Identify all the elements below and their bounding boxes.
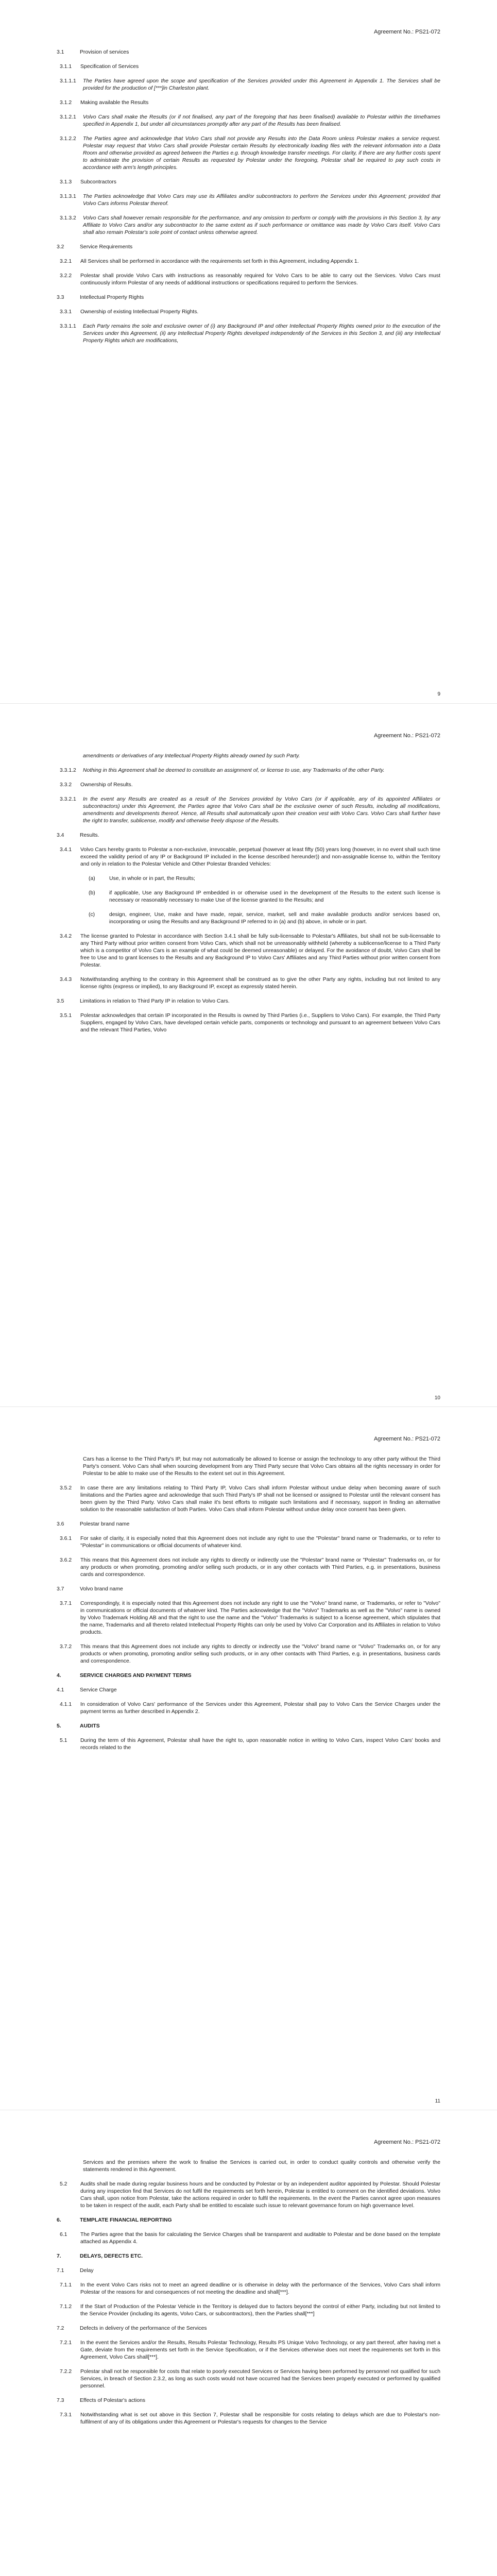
- clause: [60, 2181, 440, 2210]
- clause-text: Nothing in this Agreement shall be deemed to constitute an assignment of, or license to use, any Trademarks of the other Party.: [83, 768, 385, 773]
- clause: [89, 911, 440, 926]
- clause: [60, 767, 440, 774]
- clause: [60, 99, 440, 107]
- clause: [89, 875, 440, 883]
- clause: [57, 2397, 440, 2404]
- clause: [57, 2267, 440, 2275]
- clause-text: Making available the Results: [80, 100, 149, 106]
- clause: [60, 933, 440, 969]
- clause-number: (a): [89, 876, 95, 882]
- agreement-number-header: Agreement No.: PS21-072: [373, 1436, 440, 1442]
- clause-text: Service Requirements: [80, 244, 133, 250]
- clause: [60, 782, 440, 789]
- clause-text: Subcontractors: [80, 179, 116, 185]
- clause: [60, 215, 440, 236]
- clause: [57, 1521, 440, 1528]
- clause-number: 3.1.3: [60, 179, 72, 185]
- clause-number: 7.1.1: [60, 2282, 72, 2288]
- clause: [60, 846, 440, 868]
- document-page: [0, 0, 497, 703]
- clause: [57, 2217, 440, 2224]
- clause-number: 5.2: [60, 2181, 67, 2187]
- clause: [60, 1485, 440, 1514]
- clause-number: 7.2.2: [60, 2369, 72, 2375]
- clause-text: Limitations in relation to Third Party IP in relation to Volvo Cars.: [80, 998, 230, 1004]
- clause-number: 3.1.1.1: [60, 78, 76, 84]
- clause-text: In the event any Results are created as a result of the Services provided by Volvo Cars (or if applicable, any of its appointed Affiliates or subcontractors) under this Agreement, the Parties agree that Volvo Cars shall be the exclusive owner of such Results, including all modifications, amendments and developments thereof. Hence, all Results shall automatically upon their creation vest with Volvo Cars. Volvo Cars shall further have the right to transfer, sublicense, modify and otherwise freely dispose of the Results.: [83, 796, 440, 824]
- clause-text: The Parties have agreed upon the scope and specification of the Services provided under this Agreement in Appendix 1. The Services shall be provided for the production of [***]in Charleston plant.: [83, 78, 440, 91]
- clause: [60, 179, 440, 186]
- clause: [57, 49, 440, 56]
- page-content: [57, 749, 440, 1034]
- clause-text: DELAYS, DEFECTS ETC.: [80, 2253, 143, 2259]
- clause: [57, 1723, 440, 1730]
- clause-number: 3.3.1.2: [60, 768, 76, 773]
- clause-text: Each Party remains the sole and exclusive owner of (i) any Background IP and other Intellectual Property Rights owned prior to the execution of the Services under this Agreement, (ii) any Intellectual Property Rights developed independently of the Services in this Section 3, and (iii) any Intellectual Property Rights which are modifications,: [83, 324, 440, 344]
- clause-number: 3.1.1: [60, 64, 72, 70]
- clause-number: 3.1.3.2: [60, 215, 76, 221]
- clause-text: Polestar acknowledges that certain IP incorporated in the Results is owned by Third Parties (i.e., Suppliers to Volvo Cars). For example, the Third Party Suppliers, engaged by Volvo Cars, have developed certain vehicle parts, components or technology and pursuant to an agreement between Volvo Cars and the relevant Third Parties, Volvo: [80, 1013, 440, 1033]
- clause-text: If the Start of Production of the Polestar Vehicle in the Territory is delayed due to factors beyond the control of either Party, including but not limited to the Service Provider (including its agents, Volvo Cars, or subcontractors), then the Parties shall[***]: [80, 2304, 440, 2317]
- clause-number: 3.6: [57, 1521, 64, 1527]
- clause: [60, 135, 440, 172]
- clause: [60, 1535, 440, 1550]
- clause: [60, 78, 440, 92]
- clause: [60, 796, 440, 825]
- document-page: [0, 703, 497, 1407]
- clause-number: 7.3.1: [60, 2412, 72, 2418]
- clause-text: Results.: [80, 833, 99, 838]
- clause-number: 3.1.2.1: [60, 114, 76, 120]
- clause-text: Correspondingly, it is especially noted that this Agreement does not include any right to use the "Volvo" brand name, or Trademarks, or refer to "Volvo" in communications or official documents of whatever kind. The Parties acknowledge that the "Volvo" Trademarks as well as the "Volvo" name is owned by Volvo Trademark Holding AB and that the right to use the name and the "Volvo" Trademarks is subject to a license agreement, which stipulates that the name, Trademarks and all thereto related Intellectual Property Rights can only be used by Volvo Car Corporation and its Affiliates in relation to Volvo products.: [80, 1601, 440, 1635]
- clause-text: Defects in delivery of the performance of the Services: [80, 2326, 207, 2331]
- clause-text: The license granted to Polestar in accordance with Section 3.4.1 shall be fully sub-licensable to Polestar's Affiliates, but shall not be sub-licensable to any Third Party without prior written consent from Volvo Cars, which shall not be unreasonably withheld (whereby a sublicense/license to a Third Party which is a competitor of Volvo Cars is an example of what could be deemed unreasonable) or delayed. For the avoidance of doubt, Volvo Cars shall be free to Use and to grant licenses to the Results and any Background IP to Volvo Cars' Affiliates and any Third Parties without prior written consent from Polestar.: [80, 934, 440, 968]
- clause-number: 3.7: [57, 1586, 64, 1592]
- clause-number: 3.7.1: [60, 1601, 72, 1606]
- clause-number: 3.1.2.2: [60, 136, 76, 142]
- clause: [60, 2340, 440, 2361]
- clause: [89, 890, 440, 904]
- clause-number: 5.1: [60, 1738, 67, 1743]
- clause-text: Notwithstanding anything to the contrary in this Agreement shall be construed as to give the other Party any rights, including but not limited to any license rights (express or implied), to any Background IP, except as expressly stated herein.: [80, 977, 440, 990]
- clause-text: This means that this Agreement does not include any rights to directly or indirectly use the "Volvo" brand name or "Volvo" Trademarks on, or for any products or when promoting, promoting and/or selling such products, or in any other contacts with Third Parties, e.g. in presentations, business cards and correspondence.: [80, 1644, 440, 1664]
- clause: [57, 2325, 440, 2332]
- clause-text: SERVICE CHARGES AND PAYMENT TERMS: [80, 1673, 192, 1679]
- clause: [60, 63, 440, 71]
- clause-number: 3.1.2: [60, 100, 72, 106]
- clause-number: 7.1: [57, 2268, 64, 2274]
- clause-number: 3.6.2: [60, 1557, 72, 1563]
- clause: [60, 1557, 440, 1579]
- clause: [60, 2412, 440, 2426]
- clause: [57, 998, 440, 1005]
- clause-text: All Services shall be performed in accordance with the requirements set forth in this Agreement, including Appendix 1.: [80, 259, 359, 264]
- clause-text: This means that this Agreement does not include any rights to directly or indirectly use the "Polestar" brand name or "Polestar" Trademarks on, or for any products or when promoting, promoting and/or selling such products, or in any other contacts with Third Parties, e.g. in presentations, business cards and correspondence.: [80, 1557, 440, 1578]
- clause-text: The Parties acknowledge that Volvo Cars may use its Affiliates and/or subcontractors to perform the Services under this Agreement; provided that Volvo Cars informs Polestar thereof.: [83, 194, 440, 207]
- clause-text: Specification of Services: [80, 64, 139, 70]
- clause: [60, 2368, 440, 2390]
- clause-text: Volvo Cars shall however remain responsible for the performance, and any omission to perform or comply with the provisions in this Section 3, by any Affiliate to Volvo Cars and/or any subcontractor to the same extent as if such performance or omittance was made by Volvo Cars itself. Volvo Cars shall also remain Polestar's sole point of contact unless otherwise agreed.: [83, 215, 440, 235]
- clause-number: 4.1.1: [60, 1702, 72, 1707]
- clause: [57, 244, 440, 251]
- clause: [60, 114, 440, 128]
- clause-number: 6.1: [60, 2232, 67, 2238]
- clause-text: In case there are any limitations relating to Third Party IP, Volvo Cars shall inform Polestar without undue delay when becoming aware of such limitations and the Parties agree and acknowledge that such Third Party's IP shall not be licensed or assigned to Polestar until the relevant consent has been given by the Third Party. Volvo Cars shall make it's best efforts to mitigate such limitations and if necessary, support in finding an alternative solution to the reasonable satisfaction of both Parties. Volvo Cars shall inform Polestar without undue delay once consent has been given.: [80, 1485, 440, 1513]
- clause: [60, 2303, 440, 2318]
- clause: [57, 2253, 440, 2260]
- clause: [57, 832, 440, 839]
- agreement-number-header: Agreement No.: PS21-072: [373, 2139, 440, 2145]
- clause-number: 3.5: [57, 998, 64, 1004]
- clause-number: 3.5.1: [60, 1013, 72, 1019]
- clause-number: 7.3: [57, 2398, 64, 2403]
- clause-text: Service Charge: [80, 1687, 117, 1693]
- continued-paragraph: amendments or derivatives of any Intellectual Property Rights already owned by such Party.: [83, 753, 300, 759]
- clause-text: The Parties agree and acknowledge that Volvo Cars shall not provide any Results into the Data Room unless Polestar makes a service request. Polestar may request that Volvo Cars shall provide Polestar certain Results by electronically loading files with the relevant information into a Data Room and otherwise provided as agreed between the Parties e.g. through knowledge transfer meetings. For clarity, if there are any further costs spent to administrate the provision of certain Results as requested by Polestar under the foregoing, Polestar shall be required to pay such costs in accordance with arm's length principles.: [83, 136, 440, 171]
- clause-number: 3.5.2: [60, 1485, 72, 1491]
- clause-number: 3.3: [57, 295, 64, 300]
- clause-number: 7.: [57, 2253, 61, 2259]
- clause-text: In the event the Services and/or the Results, Results Polestar Technology, Results PS Unique Volvo Technology, or any part thereof, after having met a Gate, deviate from the requirements set forth in the Service Specification, or if the Services otherwise does not meet the requirements set forth in this Agreement, Volvo Cars shall[***].: [80, 2340, 440, 2360]
- clause: [60, 1701, 440, 1716]
- clause-number: 3.4.2: [60, 934, 72, 939]
- clause: [60, 1012, 440, 1034]
- clause-text: Ownership of existing Intellectual Property Rights.: [80, 309, 199, 315]
- clause-text: AUDITS: [80, 1723, 100, 1729]
- clause: [60, 273, 440, 287]
- clause-text: Polestar shall not be responsible for costs that relate to poorly executed Services or Services having been performed by personnel not qualified for such Services, in breach of Section 2.3.2, as long as such costs would not have occurred had the Services been properly executed or performed by qualified personnel.: [80, 2369, 440, 2389]
- clause-number: 3.3.1: [60, 309, 72, 315]
- clause-text: if applicable, Use any Background IP embedded in or otherwise used in the development of the Results to the extent such license is necessary or reasonably necessary to make Use of the license granted to the Results; and: [109, 890, 440, 903]
- clause-number: 3.4: [57, 833, 64, 838]
- clause-number: 6.: [57, 2217, 61, 2223]
- clause-text: During the term of this Agreement, Polestar shall have the right to, upon reasonable notice in writing to Volvo Cars, inspect Volvo Cars' books and records related to the: [80, 1738, 440, 1751]
- clause-text: Notwithstanding what is set out above in this Section 7, Polestar shall be responsible for costs relating to delays which are due to Polestar's non-fulfilment of any of its obligations under this Agreement or Polestar's requests for changes to the Service: [80, 2412, 440, 2425]
- clause-number: 3.4.3: [60, 977, 72, 982]
- clause-text: TEMPLATE FINANCIAL REPORTING: [80, 2217, 172, 2223]
- clause-text: In consideration of Volvo Cars' performance of the Services under this Agreement, Polestar shall pay to Volvo Cars the Service Charges under the payment terms as further described in Appendix 2.: [80, 1702, 440, 1715]
- page-content: [57, 2156, 440, 2426]
- page-number: 10: [434, 1395, 440, 1401]
- clause-number: 4.1: [57, 1687, 64, 1693]
- clause-number: 3.3.1.1: [60, 324, 76, 329]
- page-number: 9: [437, 691, 440, 697]
- clause-number: 7.1.2: [60, 2304, 72, 2310]
- page-content: [57, 45, 440, 345]
- page-content: [57, 1452, 440, 1752]
- clause: [57, 1586, 440, 1593]
- clause-text: Intellectual Property Rights: [80, 295, 144, 300]
- document-page: [0, 1406, 497, 2110]
- clause-text: Volvo brand name: [80, 1586, 123, 1592]
- clause-number: 3.1.3.1: [60, 194, 76, 199]
- clause-number: 7.2: [57, 2326, 64, 2331]
- agreement-number-header: Agreement No.: PS21-072: [373, 29, 440, 35]
- clause-number: 3.4.1: [60, 847, 72, 853]
- clause-text: Volvo Cars hereby grants to Polestar a non-exclusive, irrevocable, perpetual (however at least fifty (50) years long (however, in no event shall such time exceed the validity period of any IP or Background IP included in the license described hereunder)) and non-assignable license to, within the Territory and only in relation to the Polestar Vehicle and Other Polestar Branded Vehicles:: [80, 847, 440, 867]
- clause: [57, 1687, 440, 1694]
- clause-number: 3.3.2: [60, 782, 72, 788]
- clause-text: For sake of clarity, it is especially noted that this Agreement does not include any right to use the "Polestar" brand name or Trademarks, or to refer to "Polestar" in communications or official documents of whatever kind.: [80, 1536, 440, 1549]
- document-page: [0, 2110, 497, 2576]
- clause-text: Polestar brand name: [80, 1521, 130, 1527]
- clause: [60, 1600, 440, 1636]
- continued-paragraph: Services and the premises where the work to finalise the Services is carried out, in order to conduct quality controls and otherwise verify the statements rendered in this Agreement.: [83, 2160, 440, 2173]
- clause-number: (b): [89, 890, 95, 896]
- clause-number: 5.: [57, 1723, 61, 1729]
- clause-number: 3.1: [57, 49, 64, 55]
- clause-text: Volvo Cars shall make the Results (or if not finalised, any part of the foregoing that has been finalised) available to Polestar within the timeframes specified in Appendix 1, but under all circumstances promptly after any part of the Results has been finalised.: [83, 114, 440, 127]
- clause-number: 3.2.1: [60, 259, 72, 264]
- clause-number: 3.3.2.1: [60, 796, 76, 802]
- clause-text: Audits shall be made during regular business hours and be conducted by Polestar or by an independent auditor appointed by Polestar. Should Polestar during any inspection find that Services do not fulfil the requirements set forth herein, Polestar is entitled to comment on the identified deviations. Volvo Cars shall, upon notice from Polestar, take the actions required in order to fulfil the requirements. In the event the Parties cannot agree upon measures to be taken in respect of the audit, each Party shall be entitled to escalate such issue to relevant governance forum on high governance level.: [80, 2181, 440, 2209]
- clause-text: Provision of services: [80, 49, 129, 55]
- clause-number: 3.7.2: [60, 1644, 72, 1650]
- clause-text: In the event Volvo Cars risks not to meet an agreed deadline or is otherwise in delay with the performance of the Services, Volvo Cars shall inform Polestar of the reasons for and consequences of not meeting the deadline and shall[***].: [80, 2282, 440, 2295]
- clause-text: Delay: [80, 2268, 94, 2274]
- page-number: 11: [435, 2098, 440, 2104]
- clause-text: The Parties agree that the basis for calculating the Service Charges shall be transparent and auditable to Polestar and be done based on the template attached as Appendix 4.: [80, 2232, 440, 2245]
- clause-number: 3.6.1: [60, 1536, 72, 1541]
- clause-number: (c): [89, 912, 95, 918]
- clause: [60, 976, 440, 991]
- clause-number: 3.2: [57, 244, 64, 250]
- clause-number: 7.2.1: [60, 2340, 72, 2346]
- clause: [60, 2231, 440, 2246]
- clause-text: Ownership of Results.: [80, 782, 133, 788]
- clause: [57, 1672, 440, 1680]
- clause: [60, 1737, 440, 1752]
- clause-number: 3.2.2: [60, 273, 72, 279]
- clause: [60, 193, 440, 208]
- agreement-number-header: Agreement No.: PS21-072: [373, 733, 440, 739]
- clause: [57, 294, 440, 301]
- clause: [60, 1643, 440, 1665]
- clause: [60, 258, 440, 265]
- clause: [60, 309, 440, 316]
- clause-number: 4.: [57, 1673, 61, 1679]
- clause-text: design, engineer, Use, make and have made, repair, service, market, sell and make available products and/or services based on, incorporating or using the Results and any Background IP referred to in (a) and (b) above, in whole or in part.: [109, 912, 440, 925]
- clause-text: Effects of Polestar's actions: [80, 2398, 146, 2403]
- continued-paragraph: Cars has a license to the Third Party's IP, but may not automatically be allowed to license or assign the technology to any other party without the Third Party's consent. Volvo Cars shall when sourcing development from any Third Party secure that Volvo Cars obtains all the rights necessary in order for Polestar to be able to make use of the Results to the extent set out in this Agreement.: [83, 1456, 440, 1477]
- clause: [60, 323, 440, 345]
- clause: [60, 2282, 440, 2296]
- clause-text: Polestar shall provide Volvo Cars with instructions as reasonably required for Volvo Cars to be able to carry out the Services. Volvo Cars must continuously inform Polestar of any needs of additional instructions or specifications required to perform the Services.: [80, 273, 440, 286]
- clause-text: Use, in whole or in part, the Results;: [109, 876, 195, 882]
